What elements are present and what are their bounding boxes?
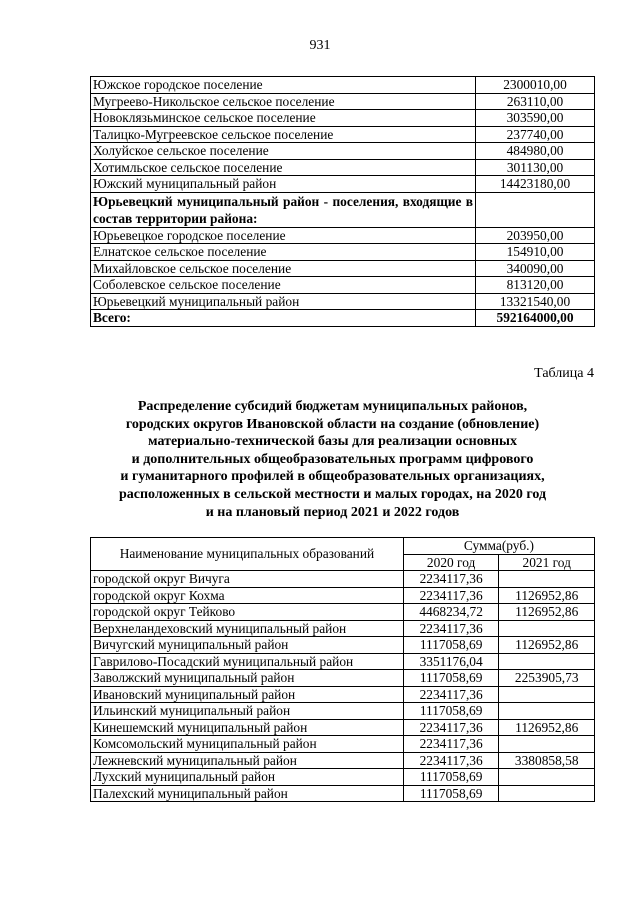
row-2021 — [499, 769, 595, 786]
row-amount: 813120,00 — [476, 277, 595, 294]
table-row — [91, 571, 595, 588]
table-row — [91, 77, 595, 94]
row-2020: 1117058,69 — [403, 703, 499, 720]
table-row — [91, 260, 595, 277]
row-2021 — [499, 703, 595, 720]
row-2021: 2253905,73 — [499, 670, 595, 687]
row-amount: 263110,00 — [476, 93, 595, 110]
row-name: Лухский муниципальный район — [91, 769, 404, 786]
row-amount: 14423180,00 — [476, 176, 595, 193]
row-name: Заволжский муниципальный район — [91, 670, 404, 687]
section-heading-row — [91, 192, 595, 227]
table-label: Таблица 4 — [534, 366, 594, 381]
row-amount: 154910,00 — [476, 244, 595, 261]
row-name: Михайловское сельское поселение — [91, 260, 476, 277]
header-name: Наименование муниципальных образований — [91, 538, 404, 571]
table-row — [91, 769, 595, 786]
table-row — [91, 670, 595, 687]
row-name: Комсомольский муниципальный район — [91, 736, 404, 753]
row-2020: 1117058,69 — [403, 785, 499, 802]
row-name: Ивановский муниципальный район — [91, 686, 404, 703]
row-2021 — [499, 785, 595, 802]
row-2021: 3380858,58 — [499, 752, 595, 769]
header-sum: Сумма(руб.) — [403, 538, 594, 555]
document-title — [60, 398, 605, 521]
table-row — [91, 293, 595, 310]
title-line: и гуманитарного профилей в общеобразовательных организациях, — [120, 469, 545, 485]
row-2020: 2234117,36 — [403, 620, 499, 637]
row-amount: 340090,00 — [476, 260, 595, 277]
page-number: 931 — [309, 38, 331, 53]
row-2020: 2234117,36 — [403, 736, 499, 753]
header-year-2020: 2020 год — [403, 554, 499, 571]
row-name: Вичугский муниципальный район — [91, 637, 404, 654]
table-row — [91, 752, 595, 769]
row-name: городской округ Вичуга — [91, 571, 404, 588]
row-2020: 3351176,04 — [403, 653, 499, 670]
table-row — [91, 110, 595, 127]
row-2020: 2234117,36 — [403, 686, 499, 703]
title-line: городских округов Ивановской области на создание (обновление) — [125, 416, 540, 432]
table-row — [91, 620, 595, 637]
row-2020: 2234117,36 — [403, 571, 499, 588]
row-name: Елнатское сельское поселение — [91, 244, 476, 261]
row-name: Холуйское сельское поселение — [91, 143, 476, 160]
total-row — [91, 310, 595, 327]
row-amount: 301130,00 — [476, 159, 595, 176]
title-line: и дополнительных общеобразовательных программ цифрового — [131, 451, 534, 467]
title-line: и на плановый период 2021 и 2022 годов — [205, 504, 460, 520]
table-row — [91, 126, 595, 143]
row-name: Соболевское сельское поселение — [91, 277, 476, 294]
subsidy-distribution-table — [90, 537, 595, 802]
row-amount: 203950,00 — [476, 227, 595, 244]
row-amount: 237740,00 — [476, 126, 595, 143]
table-row — [91, 736, 595, 753]
row-name: Мугреево-Никольское сельское поселение — [91, 93, 476, 110]
row-name: Юрьевецкое городское поселение — [91, 227, 476, 244]
row-2020: 1117058,69 — [403, 637, 499, 654]
total-amount: 592164000,00 — [476, 310, 595, 327]
row-name: Палехский муниципальный район — [91, 785, 404, 802]
table-row — [91, 637, 595, 654]
table-row — [91, 719, 595, 736]
table-row — [91, 703, 595, 720]
row-name: Новоклязьминское сельское поселение — [91, 110, 476, 127]
table-row — [91, 604, 595, 621]
header-row — [91, 538, 595, 555]
row-name: Ильинский муниципальный район — [91, 703, 404, 720]
row-2021 — [499, 653, 595, 670]
row-2020: 2234117,36 — [403, 752, 499, 769]
table-row — [91, 176, 595, 193]
row-name: Кинешемский муниципальный район — [91, 719, 404, 736]
total-label: Всего: — [91, 310, 476, 327]
row-name: Южское городское поселение — [91, 77, 476, 94]
row-2021 — [499, 736, 595, 753]
header-year-2021: 2021 год — [499, 554, 595, 571]
row-name: Талицко-Мугреевское сельское поселение — [91, 126, 476, 143]
row-name: Южский муниципальный район — [91, 176, 476, 193]
row-2020: 4468234,72 — [403, 604, 499, 621]
table-row — [91, 686, 595, 703]
title-line: расположенных в сельской местности и малых городах, на 2020 год — [118, 486, 547, 502]
subsidy-table-continued — [90, 76, 595, 327]
row-name: городской округ Кохма — [91, 587, 404, 604]
row-name: Юрьевецкий муниципальный район — [91, 293, 476, 310]
row-amount: 13321540,00 — [476, 293, 595, 310]
section-heading: Юрьевецкий муниципальный район - поселения, входящие в состав территории района: — [91, 192, 476, 227]
row-amount: 2300010,00 — [476, 77, 595, 94]
row-name: городской округ Тейково — [91, 604, 404, 621]
row-2021: 1126952,86 — [499, 604, 595, 621]
row-2021 — [499, 686, 595, 703]
table-row — [91, 277, 595, 294]
empty-cell — [476, 192, 595, 227]
title-line: Распределение субсидий бюджетам муниципальных районов, — [137, 399, 528, 414]
table-row — [91, 227, 595, 244]
table-row — [91, 143, 595, 160]
row-2021 — [499, 571, 595, 588]
table-row — [91, 587, 595, 604]
row-name: Верхнеландеховский муниципальный район — [91, 620, 404, 637]
row-2021 — [499, 620, 595, 637]
row-2020: 1117058,69 — [403, 769, 499, 786]
row-name: Хотимльское сельское поселение — [91, 159, 476, 176]
table-row — [91, 159, 595, 176]
row-2020: 2234117,36 — [403, 587, 499, 604]
table-row — [91, 93, 595, 110]
row-2021: 1126952,86 — [499, 587, 595, 604]
row-name: Лежневский муниципальный район — [91, 752, 404, 769]
row-2021: 1126952,86 — [499, 719, 595, 736]
row-2020: 1117058,69 — [403, 670, 499, 687]
row-2021: 1126952,86 — [499, 637, 595, 654]
table-row — [91, 785, 595, 802]
row-amount: 303590,00 — [476, 110, 595, 127]
title-line: материально-технической базы для реализации основных — [148, 434, 517, 450]
row-name: Гаврилово-Посадский муниципальный район — [91, 653, 404, 670]
row-amount: 484980,00 — [476, 143, 595, 160]
table-row — [91, 653, 595, 670]
table-row — [91, 244, 595, 261]
row-2020: 2234117,36 — [403, 719, 499, 736]
